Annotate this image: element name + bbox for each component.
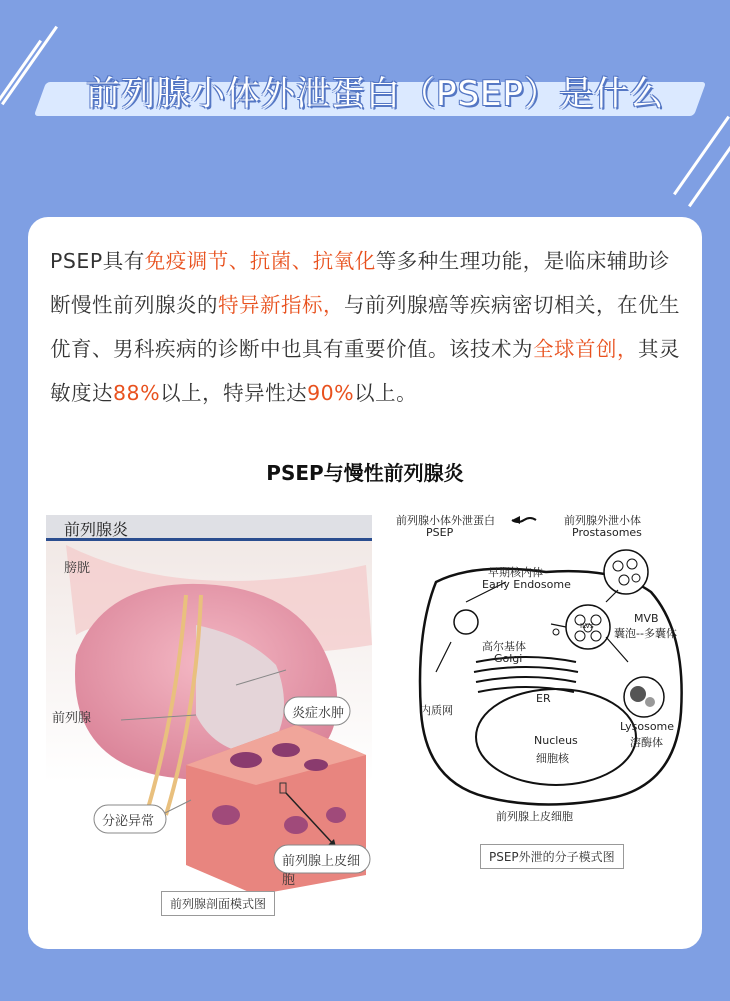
left-figure-header: 前列腺炎 xyxy=(64,520,129,539)
er-cn-label: 内质网 xyxy=(420,704,453,717)
bladder-label: 膀胱 xyxy=(64,561,91,576)
early-endosome-en: Early Endosome xyxy=(482,578,571,591)
cell-diagram xyxy=(396,512,698,832)
lysosome-en-label: Lysosome xyxy=(620,720,675,733)
epithelial-label: 前列腺上皮细胞 xyxy=(282,854,361,888)
cell-label: 前列腺上皮细胞 xyxy=(496,810,573,823)
psep-cn-label: 前列腺小体外泄蛋白 xyxy=(396,514,495,527)
text-segment: PSEP具有 xyxy=(50,249,145,273)
highlight-text: 全球首创， xyxy=(533,337,638,361)
er-label: ER xyxy=(536,692,551,705)
left-figure-caption: 前列腺剖面模式图 xyxy=(161,891,275,916)
highlight-text: 90% xyxy=(307,381,355,405)
text-segment: 其灵敏度达 xyxy=(50,337,680,405)
psep-molecular-figure xyxy=(396,512,698,872)
text-segment: 以上。 xyxy=(354,381,418,405)
nucleus-en-label: Nucleus xyxy=(534,734,578,747)
right-figure-caption: PSEP外泄的分子模式图 xyxy=(480,844,624,869)
highlight-text: 特异新指标， xyxy=(218,293,344,317)
page-title: 前列腺小体外泄蛋白（PSEP）是什么 xyxy=(85,74,665,114)
mvb-en-label: MVB xyxy=(634,612,659,625)
figure-title: PSEP与慢性前列腺炎 xyxy=(266,461,464,485)
content-card xyxy=(28,217,702,949)
secretion-label: 分泌异常 xyxy=(102,814,155,829)
highlight-text: 88% xyxy=(113,381,161,405)
mvb-cn-label: 囊泡--多囊体 xyxy=(614,627,677,640)
highlight-text: 免疫调节、抗菌、抗氧化 xyxy=(144,249,376,273)
prostate-section-figure xyxy=(46,515,372,925)
early-endosome-cn: 早期核内体 xyxy=(488,566,543,579)
psep-en-label: PSEP xyxy=(426,526,454,539)
edema-label: 炎症水肿 xyxy=(292,706,345,721)
prostasomes-en-label: Prostasomes xyxy=(572,526,642,539)
ilvs-label: ILVs xyxy=(580,622,594,630)
nucleus-cn-label: 细胞核 xyxy=(536,752,569,765)
prostasomes-cn-label: 前列腺外泄小体 xyxy=(564,514,641,527)
title-banner xyxy=(40,70,720,120)
prostate-label: 前列腺 xyxy=(52,711,92,726)
lysosome-cn-label: 溶酶体 xyxy=(630,736,663,749)
golgi-cn-label: 高尔基体 xyxy=(482,640,526,653)
golgi-en-label: Golgi xyxy=(494,652,523,665)
intro-paragraph xyxy=(50,239,682,415)
text-segment: 与前列腺癌等疾病密切相关，在优生优育、男科疾病的诊断中也具有重要价值。该技术为 xyxy=(50,293,680,361)
text-segment: 以上，特异性达 xyxy=(160,381,308,405)
text-segment: 等多种生理功能，是临床辅助诊断慢性前列腺炎的 xyxy=(50,249,670,317)
